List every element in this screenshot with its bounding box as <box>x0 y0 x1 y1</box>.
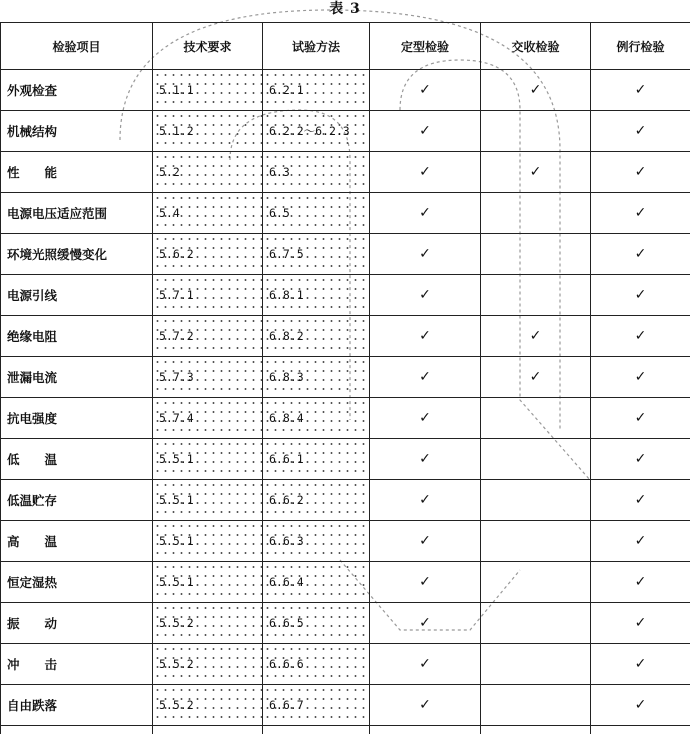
cell-acceptance-test <box>481 275 591 316</box>
cell-type-test: ✓ <box>370 70 481 111</box>
table-row <box>1 234 690 275</box>
cell-test-method: 6.6.1 <box>263 439 370 480</box>
cell-test-method: 6.8.3 <box>263 357 370 398</box>
cell-inspection-item: 自由跌落 <box>1 685 153 726</box>
cell-acceptance-test <box>481 644 591 685</box>
cell-test-method: 6.5 <box>263 193 370 234</box>
cell-test-method: 6.7.5 <box>263 234 370 275</box>
cell-type-test: ✓ <box>370 357 481 398</box>
cell-inspection-item: 机械结构 <box>1 111 153 152</box>
table-row <box>1 70 690 111</box>
cell-technical-requirement: 5.5.2 <box>153 685 263 726</box>
cell-empty <box>263 726 370 734</box>
table-row <box>1 521 690 562</box>
cell-routine-test: ✓ <box>591 685 690 726</box>
cell-type-test: ✓ <box>370 152 481 193</box>
cell-test-method: 6.6.3 <box>263 521 370 562</box>
cell-inspection-item: 绝缘电阻 <box>1 316 153 357</box>
cell-test-method: 6.2.2～6.2.3 <box>263 111 370 152</box>
cell-technical-requirement: 5.5.1 <box>153 480 263 521</box>
cell-acceptance-test: ✓ <box>481 316 591 357</box>
cell-test-method: 6.6.2 <box>263 480 370 521</box>
table-row <box>1 480 690 521</box>
cell-routine-test: ✓ <box>591 316 690 357</box>
cell-inspection-item: 外观检查 <box>1 70 153 111</box>
cell-type-test: ✓ <box>370 316 481 357</box>
table-row <box>1 316 690 357</box>
cell-type-test: ✓ <box>370 562 481 603</box>
table-row <box>1 603 690 644</box>
cell-technical-requirement: 5.5.1 <box>153 439 263 480</box>
header-inspection-item: 检验项目 <box>1 23 153 70</box>
table-row <box>1 644 690 685</box>
cell-routine-test: ✓ <box>591 152 690 193</box>
inspection-table <box>0 22 690 734</box>
table-header-row <box>1 23 690 70</box>
cell-inspection-item: 抗电强度 <box>1 398 153 439</box>
cell-inspection-item: 泄漏电流 <box>1 357 153 398</box>
cell-empty <box>481 726 591 734</box>
cell-type-test: ✓ <box>370 439 481 480</box>
cell-inspection-item: 低 温 <box>1 439 153 480</box>
cell-technical-requirement: 5.1.1 <box>153 70 263 111</box>
cell-technical-requirement: 5.7.1 <box>153 275 263 316</box>
cell-acceptance-test <box>481 193 591 234</box>
cell-acceptance-test <box>481 562 591 603</box>
table-row <box>1 275 690 316</box>
table-row-cut <box>1 726 690 734</box>
cell-routine-test: ✓ <box>591 439 690 480</box>
cell-type-test: ✓ <box>370 603 481 644</box>
cell-technical-requirement: 5.7.3 <box>153 357 263 398</box>
header-test-method: 试验方法 <box>263 23 370 70</box>
cell-technical-requirement: 5.7.4 <box>153 398 263 439</box>
table-row <box>1 439 690 480</box>
cell-technical-requirement: 5.1.2 <box>153 111 263 152</box>
cell-inspection-item: 电源电压适应范围 <box>1 193 153 234</box>
cell-type-test: ✓ <box>370 644 481 685</box>
cell-routine-test: ✓ <box>591 521 690 562</box>
cell-technical-requirement: 5.5.1 <box>153 521 263 562</box>
table-row <box>1 111 690 152</box>
header-type-test: 定型检验 <box>370 23 481 70</box>
cell-technical-requirement: 5.4 <box>153 193 263 234</box>
cell-type-test: ✓ <box>370 685 481 726</box>
cell-type-test: ✓ <box>370 234 481 275</box>
header-technical-requirement: 技术要求 <box>153 23 263 70</box>
table-row <box>1 357 690 398</box>
header-routine-test: 例行检验 <box>591 23 690 70</box>
cell-test-method: 6.6.5 <box>263 603 370 644</box>
cell-acceptance-test <box>481 439 591 480</box>
cell-acceptance-test <box>481 603 591 644</box>
cell-technical-requirement: 5.5.2 <box>153 603 263 644</box>
cell-empty <box>370 726 481 734</box>
cell-acceptance-test <box>481 111 591 152</box>
cell-acceptance-test <box>481 398 591 439</box>
cell-routine-test: ✓ <box>591 357 690 398</box>
cell-inspection-item: 电源引线 <box>1 275 153 316</box>
cell-type-test: ✓ <box>370 480 481 521</box>
table-caption: 表 3 <box>329 1 361 17</box>
cell-routine-test: ✓ <box>591 275 690 316</box>
cell-technical-requirement: 5.7.2 <box>153 316 263 357</box>
cell-test-method: 6.2.1 <box>263 70 370 111</box>
cell-acceptance-test: ✓ <box>481 357 591 398</box>
cell-inspection-item: 冲 击 <box>1 644 153 685</box>
cell-technical-requirement: 5.5.1 <box>153 562 263 603</box>
cell-routine-test: ✓ <box>591 193 690 234</box>
cell-test-method: 6.6.7 <box>263 685 370 726</box>
cell-type-test: ✓ <box>370 521 481 562</box>
cell-acceptance-test: ✓ <box>481 152 591 193</box>
cell-inspection-item: 高 温 <box>1 521 153 562</box>
cell-type-test: ✓ <box>370 111 481 152</box>
cell-routine-test: ✓ <box>591 562 690 603</box>
table-row <box>1 152 690 193</box>
cell-acceptance-test <box>481 234 591 275</box>
table-row <box>1 398 690 439</box>
cell-routine-test: ✓ <box>591 234 690 275</box>
cell-empty <box>591 726 690 734</box>
cell-acceptance-test: ✓ <box>481 70 591 111</box>
cell-test-method: 6.6.4 <box>263 562 370 603</box>
table-row <box>1 193 690 234</box>
cell-inspection-item: 振 动 <box>1 603 153 644</box>
cell-routine-test: ✓ <box>591 111 690 152</box>
cell-routine-test: ✓ <box>591 70 690 111</box>
header-acceptance-test: 交收检验 <box>481 23 591 70</box>
cell-test-method: 6.3 <box>263 152 370 193</box>
cell-inspection-item: 性 能 <box>1 152 153 193</box>
cell-routine-test: ✓ <box>591 398 690 439</box>
cell-type-test: ✓ <box>370 275 481 316</box>
cell-inspection-item: 恒定湿热 <box>1 562 153 603</box>
cell-acceptance-test <box>481 480 591 521</box>
cell-inspection-item: 低温贮存 <box>1 480 153 521</box>
cell-routine-test: ✓ <box>591 603 690 644</box>
cell-test-method: 6.8.2 <box>263 316 370 357</box>
cell-technical-requirement: 5.5.2 <box>153 644 263 685</box>
cell-test-method: 6.6.6 <box>263 644 370 685</box>
table-row <box>1 685 690 726</box>
cell-test-method: 6.8.1 <box>263 275 370 316</box>
cell-routine-test: ✓ <box>591 480 690 521</box>
table-row <box>1 562 690 603</box>
cell-technical-requirement: 5.2 <box>153 152 263 193</box>
cell-empty <box>1 726 153 734</box>
cell-acceptance-test <box>481 521 591 562</box>
cell-test-method: 6.8.4 <box>263 398 370 439</box>
cell-technical-requirement: 5.6.2 <box>153 234 263 275</box>
cell-acceptance-test <box>481 685 591 726</box>
cell-inspection-item: 环境光照缓慢变化 <box>1 234 153 275</box>
cell-type-test: ✓ <box>370 398 481 439</box>
cell-type-test: ✓ <box>370 193 481 234</box>
cell-routine-test: ✓ <box>591 644 690 685</box>
cell-empty <box>153 726 263 734</box>
